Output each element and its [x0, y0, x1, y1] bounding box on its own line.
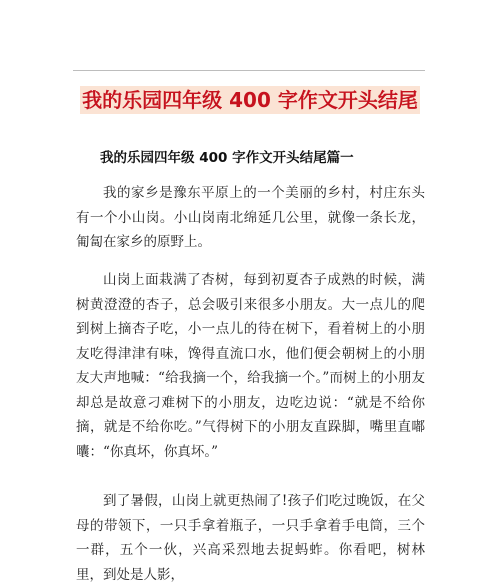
- paragraph-2: 山岗上面栽满了杏树，每到初夏杏子成熟的时候，满树黄澄澄的杏子，总会吸引来很多小朋友。大一点儿的爬到树上摘杏子吃，小一点儿的待在树下，看着树上的小朋友吃得津津有味，馋得直流口水，他们便会朝树上的小朋友大声地喊：“给我摘一个，给我摘一个。”而树上的小朋友却总是故意刁难树下的小朋友，边吃边说：“就是不给你摘，就是不给你吃。”气得树下的小朋友直跺脚，嘴里直嘟囔：“你真坏，你真坏。”: [76, 272, 425, 460]
- paragraph-1: 我的家乡是豫东平原上的一个美丽的乡村，村庄东头有一个小山岗。小山岗南北绵延几公里，就像一条长龙，匍匐在家乡的原野上。: [76, 185, 425, 250]
- document-title: 我的乐园四年级 400 字作文开头结尾: [82, 88, 418, 112]
- section-heading: 我的乐园四年级 400 字作文开头结尾篇一: [100, 150, 354, 166]
- paragraph-3: 到了暑假，山岗上就更热闹了!孩子们吃过晚饭，在父母的带领下，一只手拿着瓶子，一只手拿着手电筒，三个一群，五个一伙，兴高采烈地去捉蚂蚱。你看吧，树林里，到处是人影，: [76, 493, 425, 583]
- title-container: [0, 86, 500, 114]
- header-divider: [73, 70, 425, 71]
